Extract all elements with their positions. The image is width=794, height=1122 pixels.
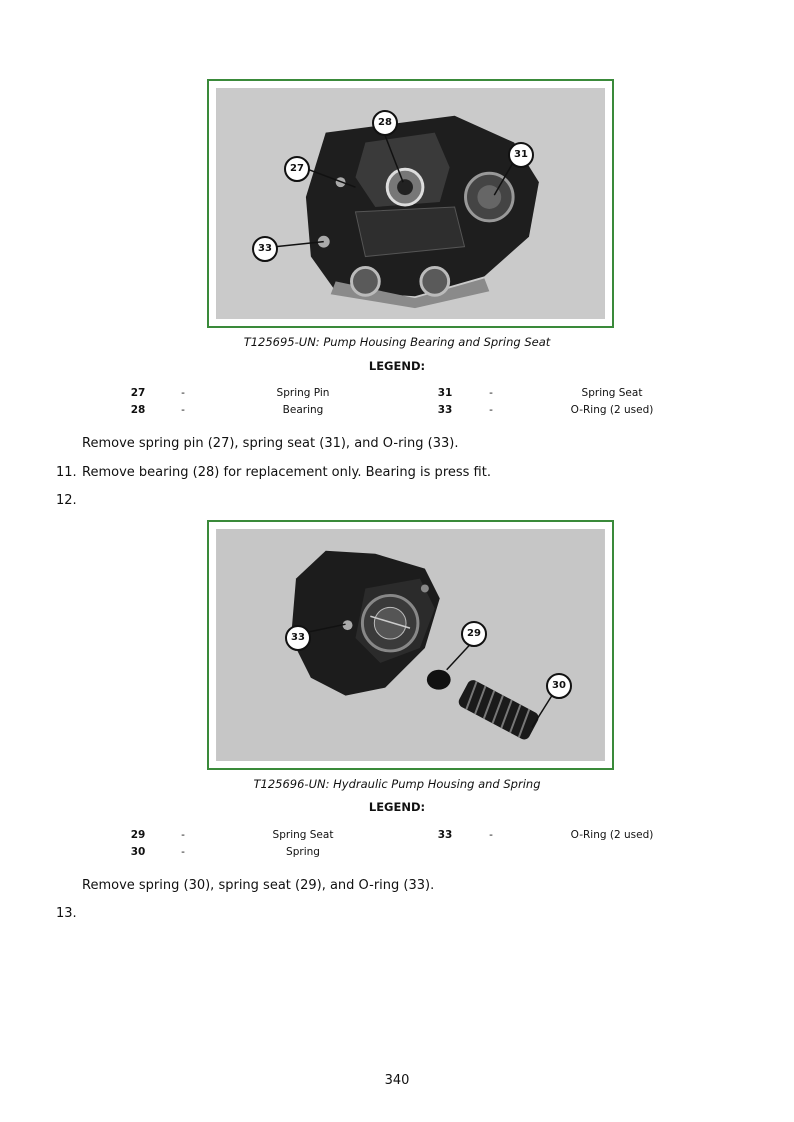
step-remove-spring-pin: Remove spring pin (27), spring seat (31), and O-ring (33). [82, 436, 459, 451]
figure-2-legend-row [0, 829, 794, 843]
figure-1-legend-row [0, 387, 794, 401]
legend-dash: - [489, 387, 493, 399]
legend-description: Spring Seat [581, 387, 643, 399]
figure-1-caption: T125695-UN: Pump Housing Bearing and Spring Seat [243, 335, 551, 349]
callout-33: 33 [252, 236, 278, 262]
figure-1-photo [216, 88, 605, 319]
legend-description: Spring Seat [272, 829, 334, 841]
legend-dash: - [181, 829, 185, 841]
step-11-number: 11. [56, 465, 77, 480]
callout-31: 31 [508, 142, 534, 168]
legend-number: 30 [130, 846, 146, 858]
legend-number: 28 [130, 404, 146, 416]
step-remove-spring: Remove spring (30), spring seat (29), and O-ring (33). [82, 878, 435, 893]
page-number: 340 [384, 1073, 410, 1088]
callout-30: 30 [546, 673, 572, 699]
callout-27: 27 [284, 156, 310, 182]
step-11-text: Remove bearing (28) for replacement only. Bearing is press fit. [82, 465, 491, 480]
legend-dash: - [181, 387, 185, 399]
legend-dash: - [489, 829, 493, 841]
legend-number: 33 [437, 404, 453, 416]
figure-2-caption: T125696-UN: Hydraulic Pump Housing and Spring [253, 777, 541, 791]
figure-1-legend-row [0, 404, 794, 418]
step-12-number: 12. [56, 493, 77, 508]
callout-29: 29 [461, 621, 487, 647]
callout-33: 33 [285, 625, 311, 651]
hydraulic-pump-housing-image [216, 529, 605, 761]
step-13-number: 13. [56, 906, 77, 921]
legend-dash: - [489, 404, 493, 416]
figure-2-legend-title: LEGEND: [368, 800, 426, 814]
legend-number: 31 [437, 387, 453, 399]
legend-description: O-Ring (2 used) [570, 404, 654, 416]
figure-1-legend-title: LEGEND: [368, 359, 426, 373]
legend-description: Spring Pin [276, 387, 330, 399]
callout-28: 28 [372, 110, 398, 136]
legend-description: Bearing [282, 404, 324, 416]
figure-1-frame [207, 79, 614, 328]
pump-housing-bearing-image [216, 88, 605, 319]
legend-dash: - [181, 846, 185, 858]
figure-2-frame [207, 520, 614, 770]
legend-description: O-Ring (2 used) [570, 829, 654, 841]
legend-dash: - [181, 404, 185, 416]
legend-number: 27 [130, 387, 146, 399]
figure-2-photo [216, 529, 605, 761]
legend-description: Spring [286, 846, 320, 858]
legend-number: 29 [130, 829, 146, 841]
figure-2-legend-row [0, 846, 794, 860]
legend-number: 33 [437, 829, 453, 841]
